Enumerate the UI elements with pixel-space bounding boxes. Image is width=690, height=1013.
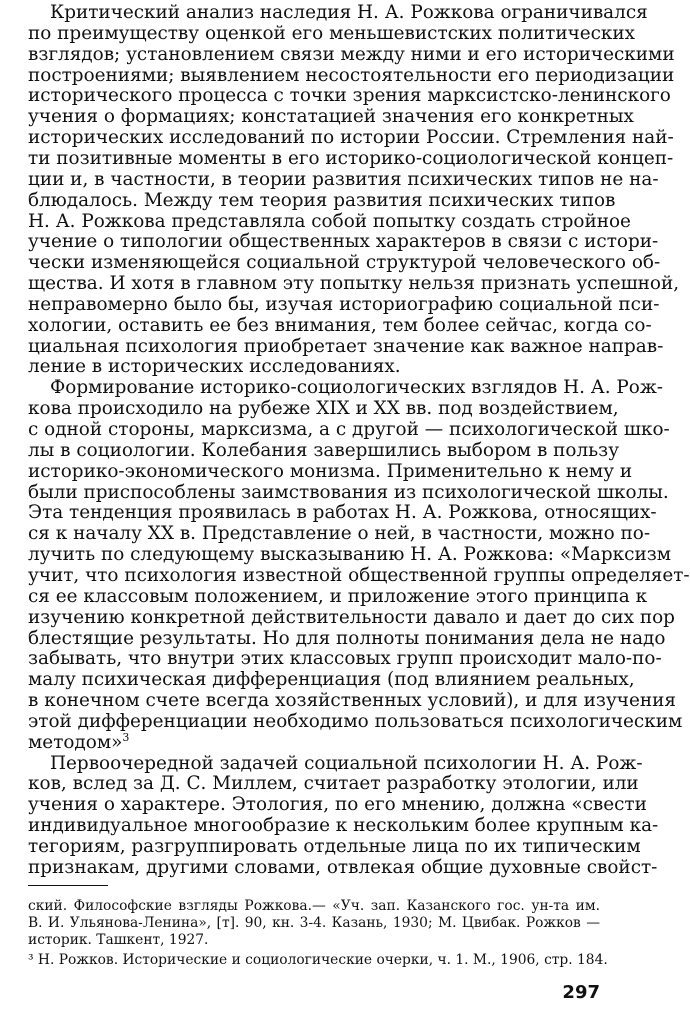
text-line: в конечном счете всегда хозяйственных условий), и для изучения <box>28 690 676 712</box>
text-line: историко-экономического монизма. Применительно к нему и <box>28 460 633 482</box>
text-line: чески изменяющейся социальной структурой человеческого об- <box>28 252 661 274</box>
text-line: лучить по следующему высказыванию Н. А. Рожкова: «Марксизм <box>28 544 672 566</box>
text-line: блестящие результаты. Но для полноты понимания дела не надо <box>28 627 666 649</box>
footnote-line: В. И. Ульянова-Ленина», [т]. 90, кн. 3-4. Казань, 1930; М. Цвибак. Рожков — <box>28 915 600 931</box>
text-line: с одной стороны, марксизма, а с другой — психологической шко- <box>28 419 670 440</box>
text-line: Первоочередной задачей социальной психологии Н. А. Рож- <box>50 752 643 774</box>
footnote-ref: 3 <box>122 730 130 744</box>
text-line: построениями; выявлением несостоятельности его периодизации <box>28 64 675 86</box>
text-line: лы в социологии. Колебания завершились выбором в пользу <box>28 439 620 461</box>
text-line: Эта тенденция проявилась в работах Н. А. Рожкова, относящих- <box>28 502 657 524</box>
text-line: этой дифференциации необходимо пользоваться психологическим <box>28 710 683 732</box>
footnote-line: ³ Н. Рожков. Исторические и социологические очерки, ч. 1. М., 1906, стр. 184. <box>28 952 608 968</box>
text-line: учения о характере. Этология, по его мнению, должна «свести <box>28 794 647 816</box>
footnote-line: ский. Философские взгляды Рожкова.— «Уч. зап. Казанского гос. ун-та им. <box>28 898 600 914</box>
text-line: методом»$^3$ <box>28 730 130 753</box>
text-line: изучению конкретной действительности давало и дает до сих пор <box>28 606 675 628</box>
text-line: были приспособлены заимствования из психологической школы. <box>28 481 669 503</box>
text-line: ков, вслед за Д. С. Миллем, считает разработку этологии, или <box>28 773 639 795</box>
text-line: забывать, что внутри этих классовых групп происходит мало-по- <box>28 648 662 670</box>
text-line: исторического процесса с точки зрения марксистско-ленинского <box>28 85 671 107</box>
text-line: учение о типологии общественных характеров в связи с истори- <box>28 231 659 253</box>
text-line: исторических исследований по истории России. Стремления най- <box>28 127 674 149</box>
text-line: кова происходило на рубеже XIX и XX вв. под воздействием, <box>28 398 619 420</box>
text-line: тегориям, разгруппировать отдельные лица по их типическим <box>28 836 641 857</box>
text-line: Формирование историко-социологических взглядов Н. А. Рож- <box>50 377 664 399</box>
text-line: учения о формациях; констатацией значения его конкретных <box>28 106 634 128</box>
page-number: 297 <box>562 982 600 1003</box>
text-line: хологии, оставить ее без внимания, тем более сейчас, когда со- <box>28 314 652 336</box>
text-line: признакам, другими словами, отвлекая общие духовные свойст- <box>28 856 658 878</box>
text-line: циальная психология приобретает значение как важное направ- <box>28 335 664 357</box>
footnote-line: историк. Ташкент, 1927. <box>28 932 209 948</box>
text-line: неправомерно было бы, изучая историографию социальной пси- <box>28 293 660 315</box>
footnote-divider <box>28 885 108 886</box>
text-line: ся к началу XX в. Представление о ней, в частности, можно по- <box>28 523 651 545</box>
text-line: щества. И хотя в главном эту попытку нельзя признать успешной, <box>28 273 680 295</box>
text-line: ции и, в частности, в теории развития психических типов не на- <box>28 168 659 190</box>
text-line: Критический анализ наследия Н. А. Рожкова ограничивался <box>50 2 648 23</box>
text-line: индивидуальное многообразие к нескольким более крупным ка- <box>28 815 659 837</box>
text-line: Н. А. Рожкова представляла собой попытку создать стройное <box>28 210 631 232</box>
text-line: ление в исторических исследованиях. <box>28 356 401 378</box>
text-line: ся ее классовым положением, и приложение этого принципа к <box>28 585 648 607</box>
text-line: по преимуществу оценкой его меньшевистских политических <box>28 22 636 44</box>
text-line: малу психическая дифференциация (под влиянием реальных, <box>28 669 635 691</box>
text-line: блюдалось. Между тем теория развития психических типов <box>28 189 616 211</box>
text-line: учит, что психология известной общественной группы определяет- <box>28 564 690 586</box>
text-line: ти позитивные моменты в его историко-социологической концеп- <box>28 147 674 169</box>
text-line: взглядов; установлением связи между ними и его историческими <box>28 43 675 65</box>
